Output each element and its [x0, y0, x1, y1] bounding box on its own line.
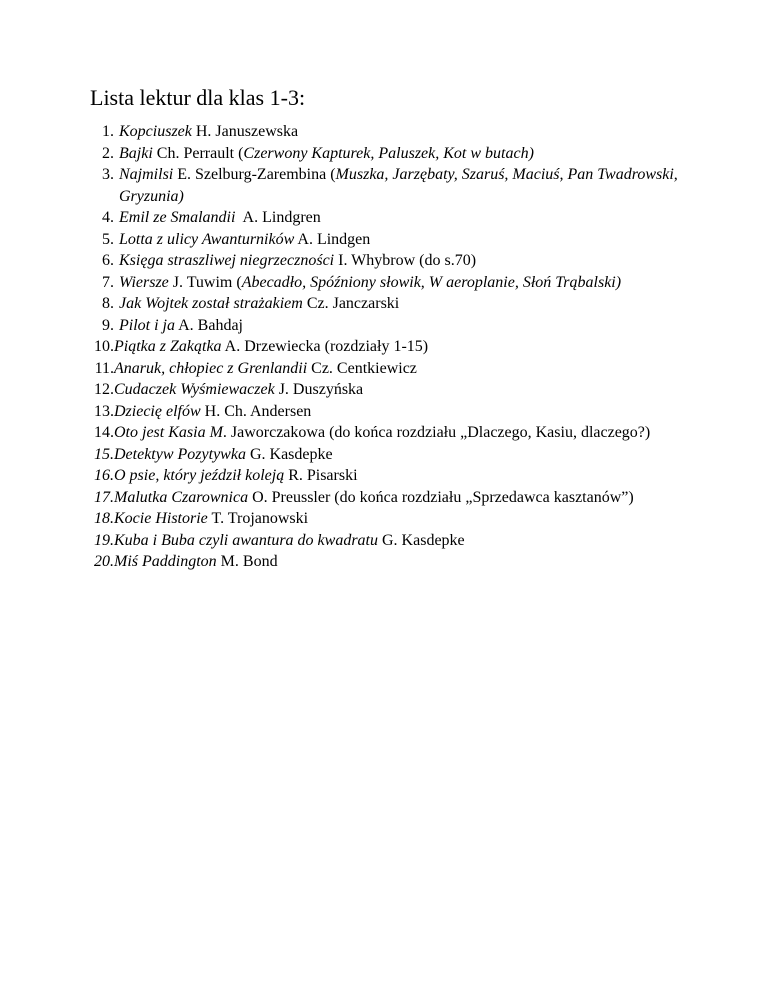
book-title: Kuba i Buba czyli awantura do kwadratu — [114, 531, 378, 549]
list-item-text — [114, 422, 690, 444]
list-item-number: 14. — [94, 424, 114, 441]
book-details: A. Lindgen — [294, 230, 371, 248]
book-title: Lotta z ulicy Awanturników — [119, 230, 295, 248]
list-item-text — [114, 379, 690, 401]
list-item-number: 10. — [94, 338, 114, 355]
list-item — [90, 250, 690, 272]
list-item — [90, 207, 690, 229]
book-title: Jak Wojtek został strażakiem — [119, 295, 303, 312]
book-title: Piątka z Zakątka — [114, 338, 222, 355]
book-title: O psie, który jeździł koleją — [114, 467, 285, 484]
list-item-number: 7. — [102, 273, 114, 291]
book-title: Bajki — [119, 144, 153, 162]
list-item — [90, 444, 690, 466]
list-item-text — [119, 207, 690, 229]
list-item — [90, 379, 690, 401]
list-item-text — [119, 121, 690, 143]
list-item-text — [119, 315, 690, 337]
book-details: T. Trojanowski — [207, 510, 309, 527]
page-title: Lista lektur dla klas 1-3: — [90, 85, 306, 110]
list-item-number: 18. — [94, 510, 114, 527]
list-item-number: 17. — [94, 488, 114, 506]
list-item-text — [114, 551, 690, 573]
book-title: Dziecię elfów — [114, 402, 201, 420]
book-title: Najmilsi — [119, 166, 174, 183]
book-details: J. Duszyńska — [274, 381, 364, 398]
list-item-number: 13. — [94, 402, 114, 420]
book-title: Oto jest Kasia M — [114, 424, 223, 441]
list-item-number: 11. — [94, 359, 114, 377]
book-details: O. Preussler (do końca rozdziału „Sprzedawca kasztanów”) — [248, 488, 634, 506]
list-item — [90, 422, 690, 444]
book-title: Emil ze Smalandii — [119, 209, 236, 226]
book-details: E. Szelburg-Zarembina ( — [173, 166, 336, 183]
list-item-text — [114, 358, 690, 380]
list-item-text — [114, 401, 690, 423]
book-details: G. Kasdepke — [378, 531, 465, 549]
list-item-number: 2. — [102, 144, 114, 162]
list-item — [90, 487, 690, 509]
list-item — [90, 229, 690, 251]
book-title: Abecadło, Spóźniony słowik, W aeroplanie, Słoń Trąbalski) — [241, 273, 622, 291]
list-item-number: 6. — [102, 252, 114, 269]
book-details: Cz. Centkiewicz — [307, 359, 417, 377]
book-title: Wiersze — [119, 273, 169, 291]
list-item — [90, 336, 690, 358]
book-title: Pilot i ja — [119, 316, 175, 334]
list-item-number: 12. — [94, 381, 114, 398]
book-title: Anaruk, chłopiec z Grenlandii — [114, 359, 308, 377]
book-details: M. Bond — [216, 553, 278, 570]
book-title: Muszka, Jarzębaty, Szaruś, Maciuś, Pan Twadrowski, Gryzunia) — [119, 166, 682, 205]
list-item — [90, 293, 690, 315]
list-item-text — [114, 465, 690, 487]
book-details: H. Ch. Andersen — [200, 402, 312, 420]
list-item-number: 8. — [102, 295, 114, 312]
list-item — [90, 315, 690, 337]
list-item-text — [114, 487, 690, 509]
list-item-text — [119, 250, 690, 272]
book-title: Detektyw Pozytywka — [114, 445, 246, 463]
list-item-number: 19. — [94, 531, 114, 549]
book-details: I. Whybrow (do s.70) — [334, 252, 477, 269]
list-item — [90, 530, 690, 552]
book-details: A. Drzewiecka (rozdziały 1-15) — [221, 338, 429, 355]
list-item — [90, 121, 690, 143]
book-details: Ch. Perrault ( — [152, 144, 244, 162]
book-details: H. Januszewska — [191, 123, 299, 140]
list-item-number: 3. — [102, 166, 114, 183]
list-item-number: 20. — [94, 553, 114, 570]
list-item-number: 4. — [102, 209, 114, 226]
book-details: R. Pisarski — [284, 467, 358, 484]
book-details: Cz. Janczarski — [302, 295, 400, 312]
list-item-text — [119, 229, 690, 251]
book-title: Czerwony Kapturek, Paluszek, Kot w butach) — [243, 144, 534, 162]
list-item-number: 9. — [102, 316, 114, 334]
book-details: . Jaworczakowa (do końca rozdziału „Dlaczego, Kasiu, dlaczego?) — [222, 424, 651, 441]
book-title: Księga straszliwej niegrzeczności — [119, 252, 335, 269]
book-details: J. Tuwim ( — [168, 273, 242, 291]
list-item-text — [114, 508, 690, 530]
list-item — [90, 358, 690, 380]
list-item — [90, 143, 690, 165]
list-item-text — [119, 293, 690, 315]
list-item — [90, 551, 690, 573]
book-details: G. Kasdepke — [245, 445, 333, 463]
list-item — [90, 401, 690, 423]
list-item — [90, 164, 690, 207]
book-details: A. Lindgren — [235, 209, 321, 226]
list-item — [90, 465, 690, 487]
list-item-text — [114, 530, 690, 552]
book-details: A. Bahdaj — [175, 316, 243, 334]
list-item-number: 16. — [94, 467, 114, 484]
book-title: Miś Paddington — [114, 553, 217, 570]
list-item-number: 15. — [94, 445, 114, 463]
book-title: Kopciuszek — [119, 123, 192, 140]
book-title: Kocie Historie — [114, 510, 208, 527]
book-title: Cudaczek Wyśmiewaczek — [114, 381, 275, 398]
reading-list — [90, 121, 690, 573]
list-item-text — [114, 336, 690, 358]
list-item-text — [119, 143, 690, 165]
list-item — [90, 272, 690, 294]
list-item-number: 5. — [102, 230, 114, 248]
list-item-text — [114, 444, 690, 466]
book-title: Malutka Czarownica — [114, 488, 249, 506]
list-item-text — [119, 272, 690, 294]
list-item — [90, 508, 690, 530]
list-item-text — [119, 164, 690, 207]
list-item-number: 1. — [102, 123, 114, 140]
